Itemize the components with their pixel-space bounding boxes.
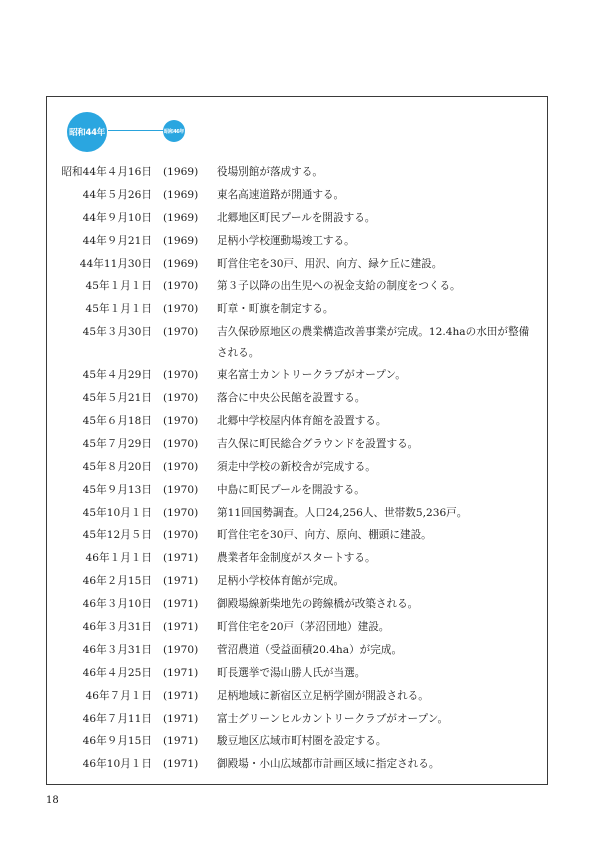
era-connector-line [108,130,164,131]
entry-year: (1970) [163,280,199,293]
entry-date: 45年１月１日 [85,303,152,316]
entry-date: 46年４月25日 [82,666,152,679]
entry-year: (1971) [163,689,199,702]
entry-date: 46年３月31日 [82,643,152,656]
chronology-row [0,502,595,525]
entry-year: (1970) [163,415,199,428]
entry-year: (1970) [163,303,199,316]
entry-date: 45年４月29日 [82,369,152,382]
entry-date: 46年９月15日 [82,735,152,748]
entry-event: 町章・町旗を制定する。 [217,303,334,316]
entry-date: 44年９月21日 [82,234,152,247]
entry-event: 落合に中央公民館を設置する。 [217,392,366,405]
entry-event: 中島に町民プールを開設する。 [217,483,365,496]
entry-event: 町長選挙で湯山勝人氏が当選。 [217,666,366,679]
entry-event: 町営住宅を20戸（茅沼団地）建設。 [217,621,390,634]
entry-event: 第11回国勢調査。人口24,256人、世帯数5,236戸。 [217,506,468,519]
chronology-row [0,410,595,433]
entry-event: 吉久保砂原地区の農業構造改善事業が完成。12.4haの水田が整備される。 [217,326,530,360]
chronology-list [0,161,595,776]
entry-event: 北郷地区町民プールを開設する。 [217,211,376,224]
entry-date: 45年６月18日 [82,415,152,428]
chronology-row [0,364,595,387]
entry-date: 45年５月21日 [82,392,152,405]
entry-event: 駿豆地区広域市町村圏を設定する。 [217,735,387,748]
entry-year: (1969) [163,166,199,178]
entry-date: 昭和44年４月16日 [61,166,152,178]
entry-event: 東名富士カントリークラブがオープン。 [217,369,406,382]
entry-year: (1970) [163,529,199,542]
entry-year: (1970) [163,483,199,496]
chronology-row [0,184,595,207]
entry-event: 足柄小学校運動場竣工する。 [217,234,355,247]
chronology-row [0,685,595,708]
entry-date: 46年２月15日 [82,575,152,588]
entry-year: (1971) [163,735,199,748]
chronology-row [0,753,595,776]
entry-year: (1969) [163,234,199,247]
chronology-row [0,433,595,456]
entry-event: 東名高速道路が開通する。 [217,188,345,201]
entry-event: 役場別館が落成する。 [217,166,323,178]
entry-year: (1970) [163,460,199,473]
entry-year: (1970) [163,437,199,450]
entry-year: (1971) [163,575,199,588]
entry-date: 45年３月30日 [82,326,152,339]
entry-date: 46年１月１日 [85,552,152,565]
entry-date: 45年９月13日 [82,483,152,496]
entry-year: (1971) [163,621,199,634]
entry-event: 御殿場・小山広域都市計画区域に指定される。 [217,758,440,771]
entry-year: (1970) [163,326,199,339]
chronology-row [0,207,595,230]
entry-event: 第３子以降の出生児への祝金支給の制度をつくる。 [217,280,461,293]
chronology-row [0,479,595,502]
entry-date: 45年12月５日 [82,529,152,542]
entry-date: 44年９月10日 [82,211,152,224]
chronology-row [0,524,595,547]
chronology-row [0,547,595,570]
entry-event: 須走中学校の新校舎が完成する。 [217,460,376,473]
entry-event: 富士グリーンヒルカントリークラブがオープン。 [217,712,449,725]
entry-date: 46年３月31日 [82,621,152,634]
entry-event: 足柄小学校体育館が完成。 [217,575,345,588]
entry-date: 46年３月10日 [82,598,152,611]
chronology-row [0,321,595,364]
chronology-row [0,570,595,593]
entry-year: (1970) [163,369,199,382]
chronology-row [0,639,595,662]
entry-event: 足柄地域に新宿区立足柄学園が開設される。 [217,689,429,702]
chronology-row [0,161,595,184]
entry-date: 45年１月１日 [85,280,152,293]
chronology-row [0,662,595,685]
entry-date: 45年７月29日 [82,437,152,450]
entry-event: 北郷中学校屋内体育館を設置する。 [217,415,387,428]
entry-date: 44年５月26日 [82,188,152,201]
chronology-row [0,298,595,321]
era-badge-end: 昭和46年 [163,120,185,142]
entry-date: 46年７月11日 [82,712,152,725]
entry-event: 御殿場線新柴地先の跨線橋が改築される。 [217,598,419,611]
entry-date: 44年11月30日 [79,257,152,270]
entry-event: 町営住宅を30戸、用沢、向方、緑ケ丘に建設。 [217,257,443,270]
entry-year: (1971) [163,598,199,611]
entry-year: (1970) [163,506,199,519]
chronology-row [0,708,595,731]
entry-year: (1971) [163,758,199,771]
chronology-row [0,616,595,639]
entry-event: 町営住宅を30戸、向方、原向、棚頭に建設。 [217,529,432,542]
chronology-row [0,230,595,253]
chronology-row [0,593,595,616]
entry-year: (1971) [163,712,199,725]
entry-year: (1969) [163,257,199,270]
entry-date: 45年10月１日 [82,506,152,519]
chronology-row [0,253,595,276]
chronology-row [0,730,595,753]
entry-date: 45年８月20日 [82,460,152,473]
chronology-row [0,387,595,410]
entry-date: 46年７月１日 [85,689,152,702]
chronology-row [0,275,595,298]
entry-event: 農業者年金制度がスタートする。 [217,552,376,565]
entry-year: (1969) [163,188,199,201]
chronology-row [0,456,595,479]
entry-year: (1970) [163,643,199,656]
entry-year: (1971) [163,552,199,565]
entry-year: (1971) [163,666,199,679]
entry-event: 菅沼農道（受益面積20.4ha）が完成。 [217,643,403,656]
entry-year: (1970) [163,392,199,405]
era-badge-start: 昭和44年 [67,112,107,152]
page-number: 18 [46,795,59,806]
entry-date: 46年10月１日 [82,758,152,771]
entry-event: 吉久保に町民総合グラウンドを設置する。 [217,437,419,450]
entry-year: (1969) [163,211,199,224]
